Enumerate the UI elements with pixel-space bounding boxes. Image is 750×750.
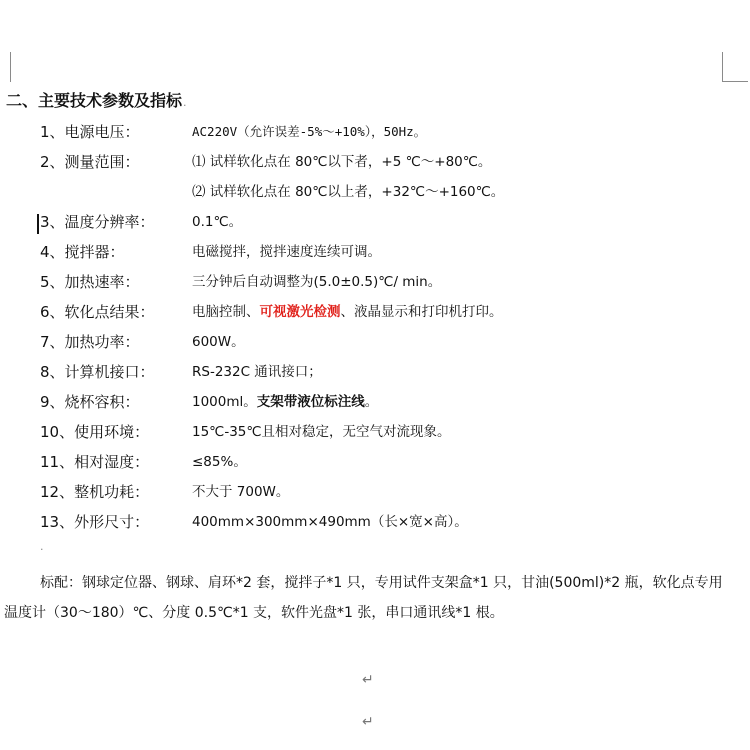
- text-cursor: [37, 214, 39, 234]
- spec-value: 0.1℃。: [192, 214, 243, 230]
- spec-value-part: 、液晶显示和打印机打印。: [340, 304, 503, 320]
- spec-value-part: 1000ml。: [192, 394, 257, 410]
- spec-label: 3、温度分辨率：: [40, 213, 155, 231]
- spec-value: 15℃-35℃且相对稳定，无空气对流现象。: [192, 424, 451, 440]
- spec-value: 三分钟后自动调整为(5.0±0.5)℃/ min。: [192, 274, 442, 290]
- spec-value: 600W。: [192, 334, 245, 350]
- empty-paragraph-mark: .: [40, 540, 44, 553]
- highlight-level-mark: 支架带液位标注线: [256, 394, 365, 410]
- return-arrow-icon: ↵: [362, 672, 374, 688]
- spec-label: 7、加热功率：: [40, 333, 140, 351]
- page-corner-mark-right: [722, 52, 748, 82]
- spec-value: 不大于 700W。: [192, 484, 290, 500]
- spec-label: 11、相对湿度：: [40, 453, 150, 471]
- standard-accessories-paragraph: 标配：钢球定位器、钢球、肩环*2 套，搅拌子*1 只，专用试件支架盒*1 只，甘油(500ml)*2 瓶，软化点专用温度计（30～180）℃、分度 0.5℃*1 支，软件光盘*1 张，串口通讯线*1 根。: [4, 575, 723, 621]
- spec-value: RS-232C 通讯接口；: [192, 364, 322, 380]
- spec-label: 13、外形尺寸：: [40, 513, 150, 531]
- section-heading: 二、主要技术参数及指标.: [6, 91, 187, 110]
- highlight-laser-detection: 可视激光检测: [259, 304, 341, 320]
- spec-value: [192, 300, 503, 324]
- spec-label: 1、电源电压：: [40, 123, 140, 141]
- spec-value: ⑴ 试样软化点在 80℃以下者，+5 ℃～+80℃。: [192, 154, 492, 170]
- spec-value: 400mm×300mm×490mm（长×宽×高）。: [192, 514, 468, 530]
- spec-value-part: 。: [364, 394, 379, 410]
- spec-value: 电磁搅拌，搅拌速度连续可调。: [192, 244, 381, 260]
- spec-label: 2、测量范围：: [40, 153, 140, 171]
- spec-label: 9、烧杯容积：: [40, 393, 140, 411]
- spec-value: [192, 390, 378, 414]
- spec-label: 6、软化点结果：: [40, 303, 155, 321]
- page-corner-mark-left: [10, 52, 11, 82]
- spec-value: AC220V（允许误差-5%～+10%），50Hz。: [192, 124, 427, 139]
- spec-value-part: 电脑控制、: [192, 304, 260, 320]
- spec-value: ≤85%。: [192, 454, 247, 470]
- spec-label: 8、计算机接口：: [40, 363, 155, 381]
- spec-value: ⑵ 试样软化点在 80℃以上者，+32℃～+160℃。: [192, 184, 505, 200]
- spec-label: 4、搅拌器：: [40, 243, 125, 261]
- spec-label: 12、整机功耗：: [40, 483, 150, 501]
- spec-label: 10、使用环境：: [40, 423, 150, 441]
- return-arrow-icon: ↵: [362, 714, 374, 730]
- spec-label: 5、加热速率：: [40, 273, 140, 291]
- paragraph-mark: .: [183, 96, 187, 109]
